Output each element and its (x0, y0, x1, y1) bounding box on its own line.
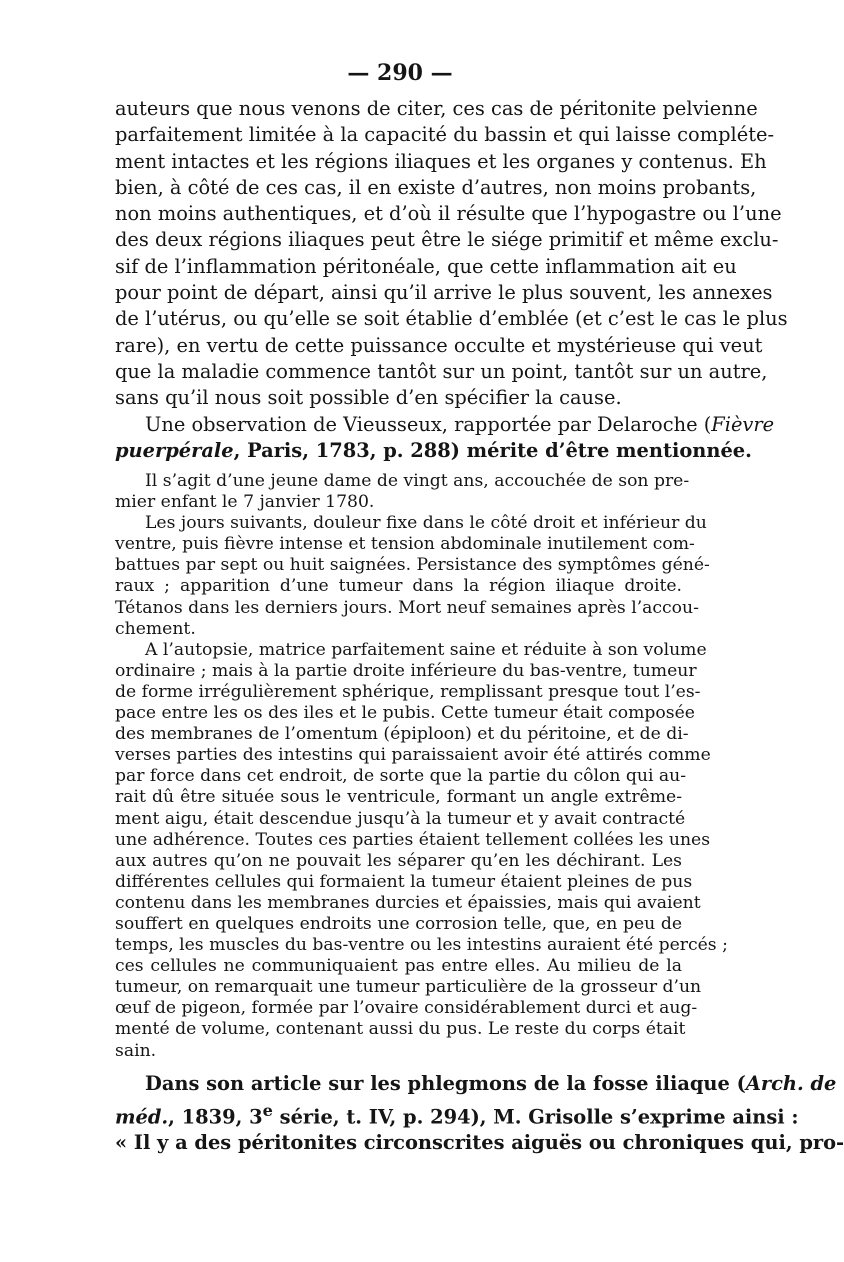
text-line: sif de l’inflammation péritonéale, que cette inflammation ait eu (115, 254, 737, 278)
text-line: temps, les muscles du bas-ventre ou les intestins auraient été percés ; (115, 935, 728, 956)
italic-title: Arch. de (745, 1072, 837, 1095)
text-line: contenu dans les membranes durcies et épaissies, mais qui avaient (115, 892, 701, 913)
text-line: des membranes de l’omentum (épiploon) et du péritoine, et de di- (115, 724, 689, 745)
text-line: mier enfant le 7 janvier 1780. (115, 492, 375, 513)
italic-title: méd. (115, 1104, 169, 1128)
text-line: A l’autopsie, matrice parfaitement saine et réduite à son volume (145, 639, 707, 660)
text-line: bien, à côté de ces cas, il en existe d’autres, non moins probants, (115, 175, 757, 199)
observation-block (115, 471, 728, 1062)
text-line: auteurs que nous venons de citer, ces cas de péritonite pelvienne (115, 97, 758, 120)
text-line: battues par sept ou huit saignées. Persistance des symptômes géné- (115, 555, 710, 576)
text-line: ment intactes et les régions iliaques et les organes y contenus. Eh (115, 149, 767, 173)
text-line: menté de volume, contenant aussi du pus. Le reste du corps était (115, 1019, 686, 1040)
italic-title: Fièvre (711, 412, 775, 436)
superscript: e (262, 1100, 273, 1120)
text-line: chement. (115, 618, 196, 639)
italic-title: puerpérale (115, 438, 234, 462)
text-line: de l’utérus, ou qu’elle se soit établie d’emblée (et c’est le cas le plus (115, 307, 788, 331)
text-line: pace entre les os des iles et le pubis. Cette tumeur était composée (115, 703, 695, 724)
text-line: ventre, puis fièvre intense et tension abdominale inutilement com- (115, 534, 695, 555)
text-line: sain. (115, 1040, 157, 1061)
text-line: une adhérence. Toutes ces parties étaient tellement collées les unes (115, 829, 711, 850)
text-line: aux autres qu’on ne pouvait les séparer qu’en les déchirant. Les (115, 850, 682, 871)
intro-paragraph (115, 96, 788, 464)
text-line: Les jours suivants, douleur fixe dans le côté droit et inférieur du (145, 513, 707, 534)
text-line: que la maladie commence tantôt sur un point, tantôt sur un autre, (115, 359, 768, 383)
text-line: par force dans cet endroit, de sorte que la partie du côlon qui au- (115, 766, 687, 787)
text-line: de forme irrégulièrement sphérique, remplissant presque tout l’es- (115, 681, 701, 702)
text-line: œuf de pigeon, formée par l’ovaire considérablement durci et aug- (115, 998, 698, 1019)
text-line: des deux régions iliaques peut être le siége primitif et même exclu- (115, 228, 779, 252)
page-number: — 290 — (347, 60, 453, 86)
text-line: raux ; apparition d’une tumeur dans la région iliaque droite. (115, 576, 682, 597)
text-line: ment aigu, était descendue jusqu’à la tumeur et y avait contracté (115, 808, 686, 829)
text-line: Il s’agit d’une jeune dame de vingt ans, accouchée de son pre- (145, 471, 690, 491)
text-line: pour point de départ, ainsi qu’il arrive le plus souvent, les annexes (115, 281, 773, 305)
reference-line: méd., 1839, 3e série, t. IV, p. 294), M. Grisolle s’exprime ainsi : (115, 1100, 799, 1128)
text-line: souffert en quelques endroits une corrosion telle, que, en peu de (115, 913, 682, 934)
text-line: parfaitement limitée à la capacité du bassin et qui laisse compléte- (115, 123, 775, 147)
text-line: Tétanos dans les derniers jours. Mort neuf semaines après l’accou- (115, 597, 699, 618)
text-line: ces cellules ne communiquaient pas entre elles. Au milieu de la (115, 956, 682, 977)
text-line: rare), en vertu de cette puissance occulte et mystérieuse qui veut (115, 333, 763, 357)
text-line: rait dû être située sous le ventricule, formant un angle extrême- (115, 787, 682, 808)
closing-paragraph (115, 1071, 844, 1157)
text-line: différentes cellules qui formaient la tumeur étaient pleines de pus (115, 871, 693, 892)
text-line: tumeur, on remarquait une tumeur particulière de la grosseur d’un (115, 977, 702, 998)
text-line: « Il y a des péritonites circonscrites aiguës ou chroniques qui, pro- (115, 1131, 844, 1155)
text-line: non moins authentiques, et d’où il résulte que l’hypogastre ou l’une (115, 202, 782, 226)
reference-line: puerpérale, Paris, 1783, p. 288) mérite d’être mentionnée. (115, 438, 752, 462)
text-line: ordinaire ; mais à la partie droite inférieure du bas-ventre, tumeur (115, 660, 697, 681)
text-line: sans qu’il nous soit possible d’en spécifier la cause. (115, 386, 622, 410)
reference-line: Une observation de Vieusseux, rapportée par Delaroche (Fièvre (145, 412, 775, 436)
reference-line: Dans son article sur les phlegmons de la fosse iliaque (Arch. de (145, 1072, 837, 1095)
text-line: verses parties des intestins qui paraissaient avoir été attirés comme (115, 745, 711, 766)
